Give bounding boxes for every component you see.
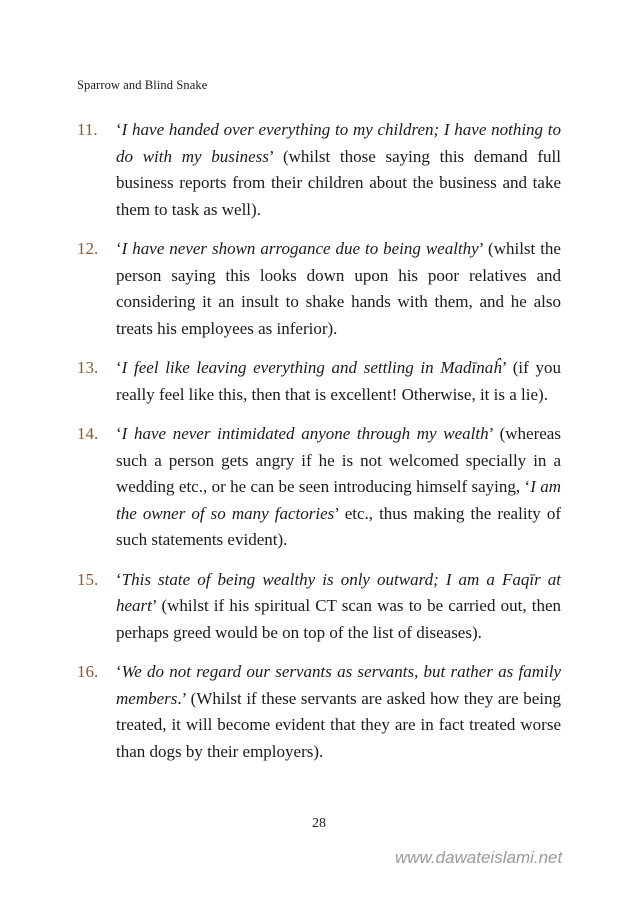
list-item: [77, 236, 561, 342]
quoted-statement: I have never shown arrogance due to being wealthy: [121, 239, 479, 258]
watermark-url: www.dawateislami.net: [395, 848, 563, 867]
page-number: 28: [312, 816, 326, 831]
item-text: ‘I feel like leaving everything and settling in Madīnaĥ’ (if you really feel like this, then that is excellent! Otherwise, it is a lie).: [116, 358, 561, 404]
item-number: 12.: [77, 239, 99, 258]
list-item: [77, 659, 561, 765]
item-number: 11.: [77, 120, 98, 139]
list-item: [77, 355, 561, 408]
quoted-statement: I have handed over everything to my children; I have nothing to do with my business: [116, 120, 561, 166]
list-item: [77, 117, 561, 223]
running-head: Sparrow and Blind Snake: [77, 78, 208, 92]
quoted-statement: We do not regard our servants as servants, but rather as family members: [116, 662, 561, 708]
item-number: 15.: [77, 569, 99, 589]
quoted-statement: I feel like leaving everything and settling in Madīnaĥ: [121, 358, 502, 377]
quoted-statement: I have never intimidated anyone through my wealth: [121, 424, 489, 443]
item-text: ‘We do not regard our servants as servants, but rather as family members.’ (Whilst if these servants are asked how they are being treated, it will become evident that they are in fact treated worse than dogs by their employers).: [116, 662, 561, 761]
numbered-list: [77, 117, 561, 778]
item-number: 13.: [77, 358, 99, 377]
list-item: [77, 567, 561, 647]
item-text: ‘I have never shown arrogance due to being wealthy’ (whilst the person saying this looks down upon his poor relatives and considering it an insult to shake hands with them, and he also treats his employees as inferior).: [116, 239, 561, 338]
quoted-statement: I am the owner of so many factories: [116, 477, 561, 523]
quoted-statement: This state of being wealthy is only outward; I am a Faqīr at heart: [116, 569, 561, 615]
item-text: ‘I have handed over everything to my children; I have nothing to do with my business’ (whilst those saying this demand full business reports from their children about the business and take them to task as well).: [116, 120, 561, 219]
item-number: 14.: [77, 424, 99, 443]
item-number: 16.: [77, 662, 99, 681]
item-text: ‘This state of being wealthy is only outward; I am a Faqīr at heart’ (whilst if his spiritual CT scan was to be carried out, then perhaps greed would be on top of the list of diseases).: [116, 569, 561, 642]
item-text: ‘I have never intimidated anyone through my wealth’ (whereas such a person gets angry if he is not welcomed specially in a wedding etc., or he can be seen introducing himself saying, ‘I am the owner of so many factories’ etc., thus making the reality of such statements evident).: [116, 424, 561, 549]
list-item: [77, 421, 561, 554]
